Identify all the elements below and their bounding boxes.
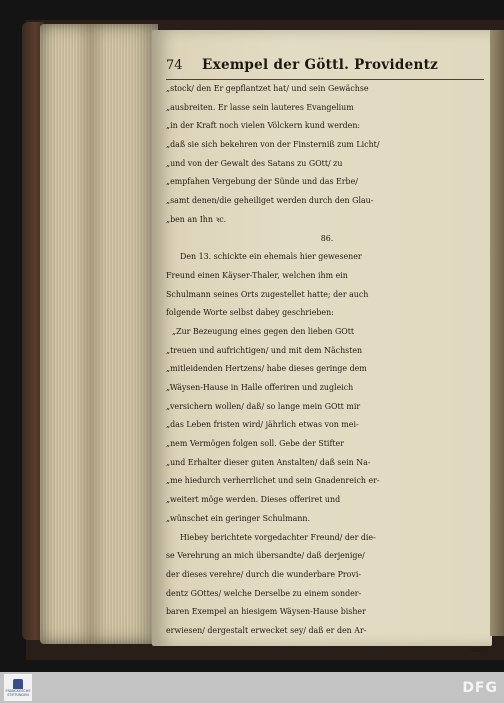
text-line: der dieses verehre/ durch die wunderbare Provi- [166, 569, 362, 579]
text-line: „und Erhalter dieser guten Anstalten/ daß sein Na- [166, 457, 371, 467]
text-line: „und von der Gewalt des Satans zu GOtt/ zu [166, 158, 343, 168]
logo-caption: FRANCKESCHE STIFTUNGEN [5, 688, 31, 697]
page-number: 74 [166, 58, 183, 73]
text-line: se Verehrung an mich übersandte/ daß derjenige/ [166, 551, 365, 561]
text-line: Hiebey berichtete vorgedachter Freund/ der die- [180, 532, 376, 542]
text-line: Schulmann seines Orts zugestellet hatte; der auch [166, 289, 369, 299]
section-number: 86. [320, 233, 334, 243]
text-line: „wünschet ein geringer Schulmann. [166, 513, 311, 523]
viewer-footer-bar [0, 672, 504, 703]
header-rule [166, 79, 484, 80]
text-line: „daß sie sich bekehren von der Finsterniß zum Licht/ [166, 140, 380, 150]
page-edges [40, 24, 158, 644]
text-line: „nem Vermögen folgen soll. Gebe der Stifter [166, 439, 344, 449]
text-line: Den 13. schickte ein ehemals hier gewesener [180, 252, 362, 262]
text-line: „ausbreiten. Er lasse sein lauteres Evangelium [166, 102, 354, 112]
text-line: „Wäysen-Hause in Halle offeriren und zugleich [166, 383, 354, 392]
institution-logo[interactable] [4, 674, 32, 701]
page-right-edge [490, 30, 504, 636]
text-line: „weitert möge werden. Dieses offeriret und [166, 495, 341, 505]
text-line: „versichern wollen/ daß/ so lange mein GOtt mir [166, 401, 361, 411]
text-line: „me hiedurch verherrlichet und sein Gnadenreich er- [166, 476, 380, 486]
text-line: „mitleidenden Hertzens/ habe dieses geringe dem [166, 364, 367, 374]
text-line: „in der Kraft noch vielen Völckern kund werden: [166, 121, 361, 131]
text-line: „das Leben fristen wird/ jährlich etwas von mei- [166, 420, 359, 430]
running-title: Exempel der Göttl. Providentz [202, 57, 439, 73]
page-text [166, 84, 488, 663]
text-line: „treuen und aufrichtigen/ und mit dem Nächsten [166, 345, 363, 355]
text-line: baren Exempel an hiesigem Wäysen-Hause bisher [166, 607, 366, 617]
text-line: „ben an Ihn ꝛc. [166, 214, 227, 224]
text-line: Freund einen Käyser-Thaler, welchen ihm ein [166, 270, 348, 280]
catchword: men [470, 644, 488, 654]
text-line: „stock/ den Er gepflantzet hat/ und sein Gewächse [166, 84, 369, 93]
text-line: „samt denen/die geheiliget werden durch den Glau- [166, 196, 374, 206]
text-line: „empfahen Vergebung der Sünde und das Erbe/ [166, 177, 358, 187]
text-line: erwiesen/ dergestalt erwecket sey/ daß er den Ar- [166, 625, 367, 635]
building-icon [13, 679, 23, 689]
text-line: folgende Worte selbst dabey geschrieben: [166, 308, 334, 318]
text-line: dentz GOttes/ welche Derselbe zu einem sonder- [166, 588, 362, 598]
text-line: „Zur Bezeugung eines gegen den lieben GOtt [172, 326, 355, 336]
dfg-logo[interactable]: DFG [462, 680, 498, 696]
